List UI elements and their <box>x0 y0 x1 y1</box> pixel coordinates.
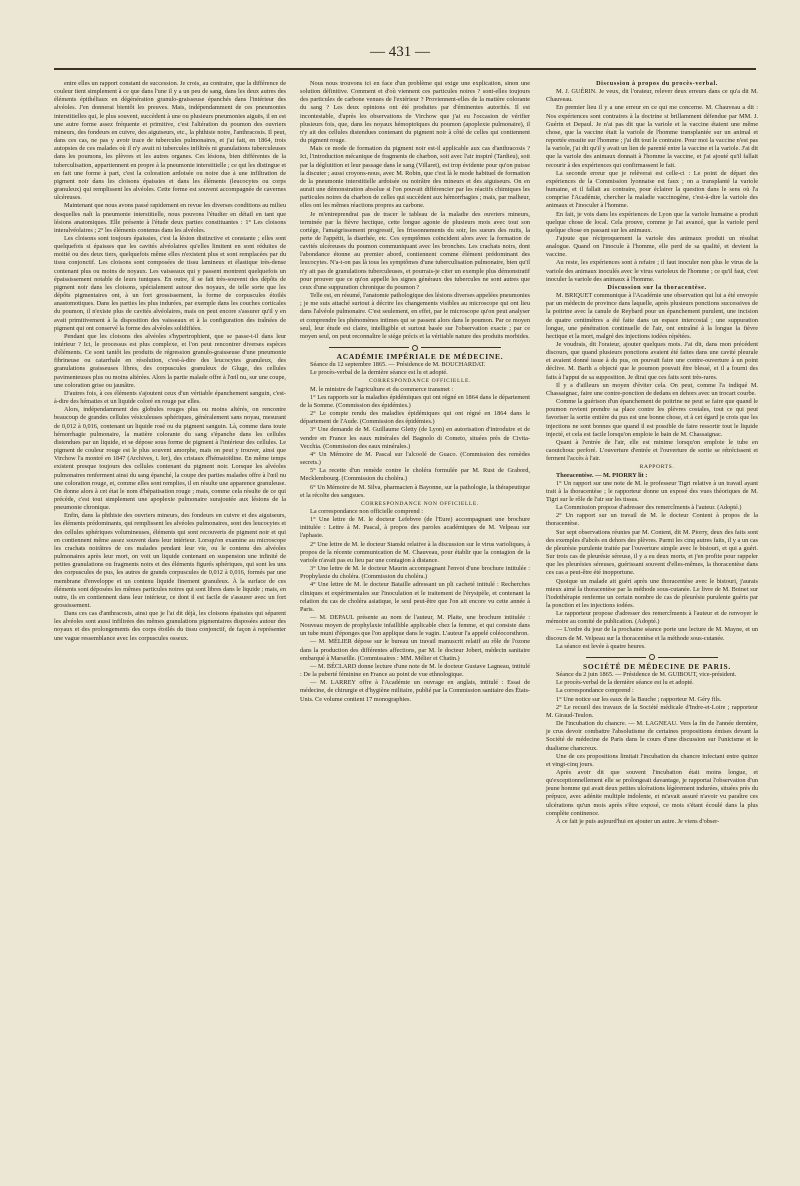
ornament-divider-2 <box>546 654 758 660</box>
academy-minutes: Le procès-verbal de la dernière séance est lu et adopté. <box>310 369 448 377</box>
discussion-pv-heading: Discussion à propos du procès-verbal. <box>596 80 718 87</box>
paragraph: Nous nous trouvons ici en face d'un problème qui exige une explication, sinon une solution définitive. Comment et d'où viennent ces particules noires ? sont-elles toujours des particules de carbone venues de l'extérieur ? Proviennent-elles de la matière colorante du sang ? Les deux opinions ont été produites par d'éminentes autorités. Il est incontestable, d'après les observations de Virchow que j'ai eu l'occasion de vérifier plusieurs fois, que, dans les noyaux hémoptoïques du poumon (apoplexie pulmonaire), il n'y ait des cellules distendues contenant du pigment noir à côté de celles qui contiennent du pigment rouge. <box>300 80 530 145</box>
paragraph: Au reste, les expériences sont à refaire ; il faut inoculer non plus le virus de la variole des animaux inoculés avec le virus varioleux de l'homme ; ce qu'il faut, c'est inoculer la variole des animaux à l'homme. <box>546 259 758 283</box>
paragraph: Une de ces propositions limitait l'incubation du chancre infectant entre quinze et vingt-cinq jours. <box>546 752 758 768</box>
paragraph: La Commission propose d'adresser des remercîments à l'auteur. (Adopté.) <box>556 504 742 512</box>
official-heading: CORRESPONDANCE OFFICIELLE. <box>369 378 471 385</box>
paragraph: J'ajoute que réciproquement la variole des animaux produit un résultat analogue. Quand on l'inocule à l'homme, elle perd de sa qualité, et devient la vaccine. <box>546 234 758 259</box>
paragraph: M. J. GUÉRIN. Je veux, dit l'orateur, relever deux erreurs dans ce qu'a dit M. Chauveau. <box>546 88 758 104</box>
nonofficial-correspondence <box>300 508 530 704</box>
discussion-thoracentese-heading: Discussion sur la thoracentèse. <box>607 283 707 291</box>
paragraph: Les cloisons sont toujours épaissies, c'est la lésion distinctive et constante ; elles sont quelquefois si épaisses que les cavités alvéolaires qu'elles limitent en sont réduites de moitié ou des deux tiers, quelquefois même elles n'existent plus et sont remplacées par du tissu conjonctif. Les cloisons sont composées de tissu lamineux et élastique très-dense contenant plus ou moins de noyaux. Les vaisseaux qui y passent montrent quelquefois un épaississement notable de leurs tuniques. En outre, il se fait très-souvent des dépôts de pigment noir dans les cloisons, spécialement autour des noyaux, de telle sorte que les dépôts pigmentaires ont, à un fort grossissement, la forme de corpuscules étoilés anastomotiques. Dans les parties les plus indurées, par exemple dans les couches corticales du poumon, il n'existe plus de cavités alvéolaires, mais on peut encore s'assurer qu'il y en avait primitivement à la disposition des vaisseaux et à la configuration des traînées de pigment qui ont conservé la forme des alvéoles solidifiées. <box>54 234 286 332</box>
header-rule <box>54 68 756 70</box>
paragraph: 4° Une lettre de M. le docteur Bataille adressant un pli cacheté intitulé : Recherches cliniques et expérimentales sur l'inoculation et le traitement de l'érysipèle, et contenant la relation du cas de choléra asiatique, le seul peut-être que l'on ait encore vu cette année à Paris. <box>300 581 530 613</box>
nonofficial-heading: CORRESPONDANCE NON OFFICIELLE. <box>361 500 479 507</box>
paragraph: Comme la guérison d'un épanchement de poitrine ne peut se faire que quand le poumon revient prendre sa place contre les plèvres costales, tout ce qui peut favoriser la sortie entière du pus est une bonne chose, et à cet égard je crois que les injections ne sont bonnes que quand il est possible de faire ressortir tout le liquide injecté, et cela est facile lorsqu'on emploie le bain de M. Chassaignac. <box>546 398 758 438</box>
society-text <box>546 679 758 826</box>
paragraph: — M. DEPAUL présente au nom de l'auteur, M. Plaite, une brochure intitulée : Nouveau moyen de prophylaxie infaillible applicable chez la femme, et qui consiste dans un tube muni d'éponges que l'on applique dans le vagin. L'auteur l'a appelé coléocorsthron. <box>300 614 530 638</box>
paragraph: — L'ordre du jour de la prochaine séance porte une lecture de M. Mayne, et un discours de M. Velpeau sur la thoracentèse et la méthode sous-cutanée. <box>546 626 758 642</box>
society-session: Séance du 2 juin 1865. — Présidence de M. GUIBOUT, vice-président. <box>556 671 737 679</box>
academy-title: ACADÉMIE IMPÉRIALE DE MÉDECINE. <box>336 352 504 361</box>
discussion-pv-text <box>546 88 758 284</box>
paragraph: Le procès-verbal de la dernière séance est lu et adopté. <box>556 679 694 687</box>
paragraph: 1° Une notice sur les eaux de la Bauche ; rapporteur M. Géry fils. <box>556 695 722 703</box>
pneumonia-text <box>300 80 530 341</box>
rapports-text <box>546 480 758 651</box>
paragraph: Mais ce mode de formation du pigment noir est-il applicable aux cas d'anthracosis ? Ici, l'introduction mécanique de fragments de charbon, soit avec l'air inspiré (Tardieu), soit par la déglutition et leur passage dans le sang (Villaret), est trop évidente pour qu'on puisse la discuter ; aussi croyons-nous, avec M. Robin, que c'est là le mode habituel de formation de la pneumonie interstitielle ardoisée ou noirâtre des mineurs et des aiguiseurs. On en aurait une démonstration absolue si l'on pouvait différencier par les réactifs chimiques les particules noires du charbon de celles qui succèdent aux hémorrhagies ; mais, par malheur, elles ont les mêmes réactions propres au carbone. <box>300 145 530 210</box>
paragraph: Telle est, en résumé, l'anatomie pathologique des lésions diverses appelées pneumonies ; je me suis attaché surtout à décrire les changements visibles au microscope qui ont lieu dans l'alvéole pulmonaire. C'est seulement, en effet, par le microscope qu'on peut analyser et comprendre les phénomènes intimes qui se passent alors dans le poumon. Par ce moyen seul, leur étude est claire, intelligible et surtout basée sur l'observation exacte ; par ce moyen seul, on peut reconnaître le siége précis et la véritable nature des produits morbides. <box>300 292 530 340</box>
paragraph: Pendant que les cloisons des alvéoles s'hypertrophient, que se passe-t-il dans leur intérieur ? Ici, le processus est plus complexe, et l'on peut rencontrer diverses espèces d'éléments. Ce sont tantôt les produits de régression granulo-graisseuse d'une pneumonie fibrineuse ou catarrhale en résolution, c'est-à-dire des leucocytes granuleux, des granulations graisseuses libres, des corpuscules granuleux de Gluge, des cellules pavimenteuses plus ou moins altérées. Alors la partie malade offre à l'œil nu, sur une coupe, une coloration grise ou jaunâtre. <box>54 332 286 389</box>
paragraph: entre elles un rapport constant de succession. Je crois, au contraire, que la différence de couleur tient simplement à ce que dans l'une il y a un peu de sang, dans les deux autres des éléments épithéliaux en dégénération granulo-graisseuse épanchés dans l'intérieur des alvéoles. J'en donnerai bientôt les preuves. Mais, indépendamment de ces pneumonies interstitielles qui, le plus souvent, succèdent à une ou plusieurs pneumonies aiguës, il en est une autre forme assez fréquente et primitive, c'est l'altération du poumon des ouvriers mineurs, des fondeurs en cuivre, des aiguiseurs, etc., la phthisie noire, l'anthracosis. Il peut, dans ces cas, ne pas y avoir trace de tubercules pulmonaires, et j'ai fait, en 1864, trois autopsies de ces malades où il n'y avait ni tubercules infiltrés ni granulations tuberculeuses dans les poumons, les plèvres et les autres organes. Ces lésions, bien différentes de la tuberculisation, appartiennent en propre à la pneumonie interstitielle ; ce qui les distingue et en fait une forme à part, c'est la coloration ardoisée ou noire due à une infiltration de pigment noir dans les cloisons épaissies et dans les éléments (leucocytes ou corps granuleux) qui remplissent les alvéoles. Cette forme est souvent accompagnée de cavernes ulcéreuses. <box>54 80 286 202</box>
paragraph: Sur sept observations réunies par M. Content, dit M. Piorry, deux des faits sont des exemples d'abcès en dehors des plèvres. Parmi les cinq autres faits, il y a un cas de pleurésie purulente traitée par l'ouverture simple avec le bistouri, et qui a guéri. Sur trois cas de pleurésie séreuse, il y a eu deux morts, et j'en profite pour rappeler que les pleurésies séreuses, guérissant souvent d'elles-mêmes, la thoracentèse dans ces cas a peut-être été inopportune. <box>546 528 758 577</box>
rapports-subheading: Thoracentèse. — M. PIORRY lit : <box>556 471 648 479</box>
paragraph: 3° Une lettre de M. le docteur Maurin accompagnant l'envoi d'une brochure intitulée : Prophylaxie du choléra. (Commission du choléra.) <box>300 565 530 581</box>
paragraph: À ce fait je puis aujourd'hui en ajouter un autre. Je viens d'obser- <box>556 817 720 825</box>
paragraph: 1° Les rapports sur la maladies épidémiques qui ont régné en 1864 dans le département de la Somme. (Commission des épidémies.) <box>300 393 530 409</box>
paragraph: La séance est levée à quatre heures. <box>556 642 646 650</box>
column-middle <box>300 80 530 1174</box>
paragraph: Alors, indépendamment des globules rouges plus ou moins altérés, on rencontre beaucoup de grandes cellules vésiculeuses sphériques, généralement sans noyau, mesurant de 0,012 à 0,016, contenant un liquide rosé ou du pigment sanguin. Là, comme dans toute hémorrhagie pulmonaire, la matière colorante du sang s'épanche dans les cellules distendues par un liquide, et se dépose sous forme de pigment à l'intérieur des cellules. Le pigment de couleur rouge est le plus souvent amorphe, mais on peut y trouver, ainsi que Virchow l'a montré en 1847 (Archives, t. Ier), des cristaux d'hématoïdine. En même temps existent presque toujours des cellules contenant du pigment noir. Lorsque les alvéoles pulmonaires renferment ainsi du sang épanché, la coupe des parties malades offre à l'œil nu une coloration rouge, et, comme elles sont remplies, il en résulte une apparence granuleuse. On donne alors à cet état le nom d'hépatisation rouge ; mais, comme cela résulte de ce qui précède, c'est tout simplement une apoplexie pulmonaire surajoutée aux lésions de la pneumonie chronique. <box>54 406 286 512</box>
paragraph: D'autres fois, à ces éléments s'ajoutent ceux d'un véritable épanchement sanguin, c'est-à-dire des hématies et un liquide coloré en rouge par elles. <box>54 389 286 406</box>
paragraph: 2° Un rapport sur un travail de M. le docteur Content à propos de la thoracentèse. <box>546 512 758 528</box>
paragraph: 1° Un rapport sur une note de M. le professeur Tigri relative à un travail ayant trait à la thoracentèse ; le rapporteur donne un exposé des vues théoriques de M. Tigri sur le rôle de l'air sur les tissus. <box>546 479 758 503</box>
paragraph: En fait, je vois dans les expériences de Lyon que la variole humaine a produit quelque chose de local. Cela prouve, comme je l'ai avancé, que la variole perd quelque chose en passant sur les animaux. <box>546 210 758 234</box>
paragraph: Le rapporteur propose d'adresser des remercîments à l'auteur et de renvoyer le mémoire au comité de publication. (Adopté.) <box>546 610 758 626</box>
society-title: SOCIÉTÉ DE MÉDECINE DE PARIS. <box>582 661 732 671</box>
paragraph: 3° Une demande de M. Guillaume Gletty (de Lyon) en autorisation d'introduire et de vendre en France les eaux minérales del Bagnolo di Cometo, situées près de Civita-Vecchia. (Commission des eaux minérales.) <box>300 426 530 450</box>
paragraph: M. le ministre de l'agriculture et du commerce transmet : <box>310 385 454 393</box>
paragraph: 5° La recette d'un remède contre le choléra formulée par M. Rust de Grabord, Mecklembourg. (Commission du choléra.) <box>300 467 530 483</box>
paragraph: 1° Une lettre de M. le docteur Lefebvre (de l'Eure) accompagnant une brochure intitulée : Lettre à M. Pascal, à propos des paroles académiques de M. Velpeau sur l'aphasie. <box>300 516 530 540</box>
official-correspondence <box>300 386 530 500</box>
paragraph: De l'incubation du chancre. — M. LAGNEAU. Vers la fin de l'année dernière, je crus devoir combattre l'absolutisme de certaines propositions émises devant la Société de médecine de Paris dans le cours d'une discussion sur l'unicisme et le dualisme chancreux. <box>546 720 758 752</box>
paragraph: 6° Un Mémoire de M. Silva, pharmacien à Bayonne, sur la pathologie, la thérapeutique et la récolte des sangsues. <box>300 483 530 499</box>
paragraph: — M. MÉLIER dépose sur le bureau un travail manuscrit relatif au rôle de l'ozone dans la production des différentes affections, par M. le docteur Jobert, médecin sanitaire embarqué à Marseille. (Commissaires : MM. Mélier et Chatin.) <box>300 638 530 662</box>
paragraph: 2° Le compte rendu des maladies épidémiques qui ont régné en 1864 dans le département de l'Aude. (Commission des épidémies.) <box>300 410 530 426</box>
academy-session: Séance du 12 septembre 1865. — Présidence de M. BOUCHARDAT. <box>310 361 486 369</box>
paragraph: — M. BÉCLARD donne lecture d'une note de M. le docteur Gustave Lagneau, intitulé : De la puberté féminine en France au point de vue ethnologique. <box>300 662 530 679</box>
paragraph: 2° Une lettre de M. le docteur Stanski relative à la discussion sur le virus varioliques, à propos de la récente communication de M. Chauveau, pour établir que la contagion de la variole n'avait pas eu lieu par une contagion à distance. <box>300 540 530 564</box>
paragraph: Dans ces cas d'anthracosis, ainsi que je l'ai dit déjà, les cloisons épaissies qui séparent les alvéoles sont aussi infiltrées des mêmes granulations pigmentaires disposées autour des noyaux et des prolongements des corps étoilés du tissu conjonctif, de façon à représenter une vague ressemblance avec les corpuscules osseux. <box>54 610 286 642</box>
rapports-heading: RAPPORTS. <box>639 464 675 471</box>
paragraph: — M. LARREY offre à l'Académie un ouvrage en anglais, intitulé : Essai de médecine, de chirurgie et d'hygiène militaire, publié par la Commission sanitaire des États-Unis. Ce volume contient 17 monographies. <box>300 679 530 703</box>
column-left <box>54 80 286 1174</box>
paragraph: La correspondance comprend : <box>556 687 634 695</box>
paragraph: 2° Le recueil des travaux de la Société médicale d'Indre-et-Loire ; rapporteur M. Giraud-Teulon. <box>546 703 758 719</box>
discussion-thoracentese-text <box>546 292 758 463</box>
paragraph: Quant à l'entrée de l'air, elle est minime lorsqu'on emploie le tube en caoutchouc perforé. L'ouverture d'entrée et l'ouverture de sortie se rétrécissent et ferment l'accès à l'air. <box>546 438 758 463</box>
paragraph: Quoique un malade ait guéri après une thoracentèse avec le bistouri, j'aurais mieux aimé la thoracentèse par la méthode sous-cutanée. Le livre de M. Boinet sur l'iodothérapie renferme un certain nombre de cas de pleurésie purulente guéris par la ponction et les injections iodées. <box>546 577 758 609</box>
paragraph: Je m'entreprendrai pas de tracer le tableau de la maladie des ouvriers mineurs, terminée par la fièvre hectique, cette longue agonie de plusieurs mois avec tout son cortège, l'amaigrissement progressif, les frissonnements du soir, les sueurs des nuits, la perte de l'appétit, la diarrhée, etc. Ces symptômes coïncident alors avec la formation de cavités ulcéreuses du poumon communiquant avec les bronches. Les crachats noirs, dont l'abondance étonne au premier abord, contiennent comme élément prédominant des leucocytes. N'a-t-on pas là tous les symptômes d'une tuberculisation pulmonaire, bien qu'il n'y ait pas de granulations tuberculeuses, et pourrais-je citer un exemple plus démonstratif pour prouver que ce qu'on appelle les signes généraux des tubercules ne sont autres que ceux d'une suppuration chronique du poumon ? <box>300 210 530 291</box>
paragraph: Après avoir dit que souvent l'incubation était moins longue, et qu'exceptionnellement elle se prolongeait davantage, je rapportai l'observation d'un jeune homme qui avait deux petites ulcérations légèrement indurées, situées près du prépuce, avec adénite multiple indolente, et m'avait assuré n'avoir vu paraître ces ulcérations qu'un mois après s'être exposé, ce mois s'étant écoulé dans la plus complète continence. <box>546 768 758 817</box>
paragraph: La correspondance non officielle comprend : <box>310 507 424 515</box>
paragraph: Il y a d'ailleurs un moyen d'éviter cela. On peut, comme l'a indiqué M. Chassaignac, faire une contre-ponction de dedans en dehors avec un trocart courbe. <box>546 381 758 397</box>
paragraph: 4° Un Mémoire de M. Pascal sur l'alcoolé de Guaco. (Commission des remèdes secrets.) <box>300 450 530 467</box>
page-number: — 431 — <box>370 44 430 60</box>
ornament-divider <box>300 344 530 350</box>
paragraph: En premier lieu il y a une erreur en ce qui me concerne. M. Chauveau a dit : Nos expériences sont contraires à la doctrine si brillamment défendue par MM. J. Guérin et Depaul. Je n'ai pas dit que la variole et la vaccine étaient une même chose, que la vaccine était la variole de l'homme transplantée sur un animal et reportée ensuite sur l'homme ; j'ai dit tout le contraire. Pour moi la vaccine n'est pas la variole, j'ai dit qu'il y avait un lien de parenté entre la vaccine et la variole. J'ai dit que la variole des animaux donnait à l'homme la vaccine, et j'ai ajouté qu'il fallait recourir à des expériences qui confirmassent le fait. <box>546 104 758 169</box>
paragraph: Enfin, dans la phthisie des ouvriers mineurs, des fondeurs en cuivre et des aiguiseurs, les éléments prédominants, qui remplissent les alvéoles pulmonaires, sont des leucocytes et des cellules sphériques volumineuses, éléments qui sont recouverts de pigment noir et qui en contiennent même assez souvent dans leur intérieur. Lorsqu'on examine au microscope les crachats noirâtres de ces malades pendant leur vie, ou le contenu des alvéoles pulmonaires après leur mort, on voit un liquide contenant en suspension une infinité de petites granulations ou fragments noirs et des éléments figurés sphériques, qui sont les uns des corpuscules de pus, les autres de grands corpuscules de 0,012 à 0,016, formés par une membrane d'enveloppe et un contenu liquide finement granuleux. À la surface de ces éléments sont déposées les mêmes particules noires qui sont libres dans le liquide ; mais, en outre, ils en contiennent dans leur intérieur, ce dont il est facile de s'assurer avec un fort grossissement. <box>54 512 286 609</box>
paragraph: Maintenant que nous avons passé rapidement en revue les diverses conditions au milieu desquelles naît la pneumonie interstitielle, nous pouvons l'étudier en détail en tant que lésions anatomiques. Elle présente à l'étude deux parties constituantes : 1° Les cloisons interalvéolaires ; 2° les éléments contenus dans les alvéoles. <box>54 202 286 234</box>
paragraph: La seconde erreur que je relèverai est celle-ci : Le point de départ des expériences de la Commission lyonnaise est faux ; on a transplanté la variole humaine, et il fallait au contraire, pour éclairer la question dans le sens où l'a comprise l'Académie, chercher la maladie vaccinogène, c'est-à-dire la variole des animaux et l'inoculer à l'homme. <box>546 169 758 210</box>
paragraph: Je voudrais, dit l'orateur, ajouter quelques mots. J'ai dit, dans mon précédent discours, que quand plusieurs ponctions avaient été faites dans une cavité pleurale et avaient donné issue à du pus, on pouvait faire une contre-ouverture à un point déclive. M. Barth a objecté que le poumon pouvait être blessé, et il a fourni des faits à l'appui de sa supposition. Je dirai que ces faits sont très-rares. <box>546 341 758 381</box>
column-right <box>546 80 758 1174</box>
paragraph: M. BRIQUET communique à l'Académie une observation qui lui a été envoyée par un médecin de province dans laquelle, après plusieurs ponctions successives de la poitrine avec la canule de Reybard pour un épanchement purulent, une incision de quatre centimètres a été faite dans un espace intercostal ; une suppuration longue, une pénétration continuelle de l'air, ont entraîné à la longue la fièvre hectique et la mort, malgré des injections iodées répétées. <box>546 292 758 340</box>
